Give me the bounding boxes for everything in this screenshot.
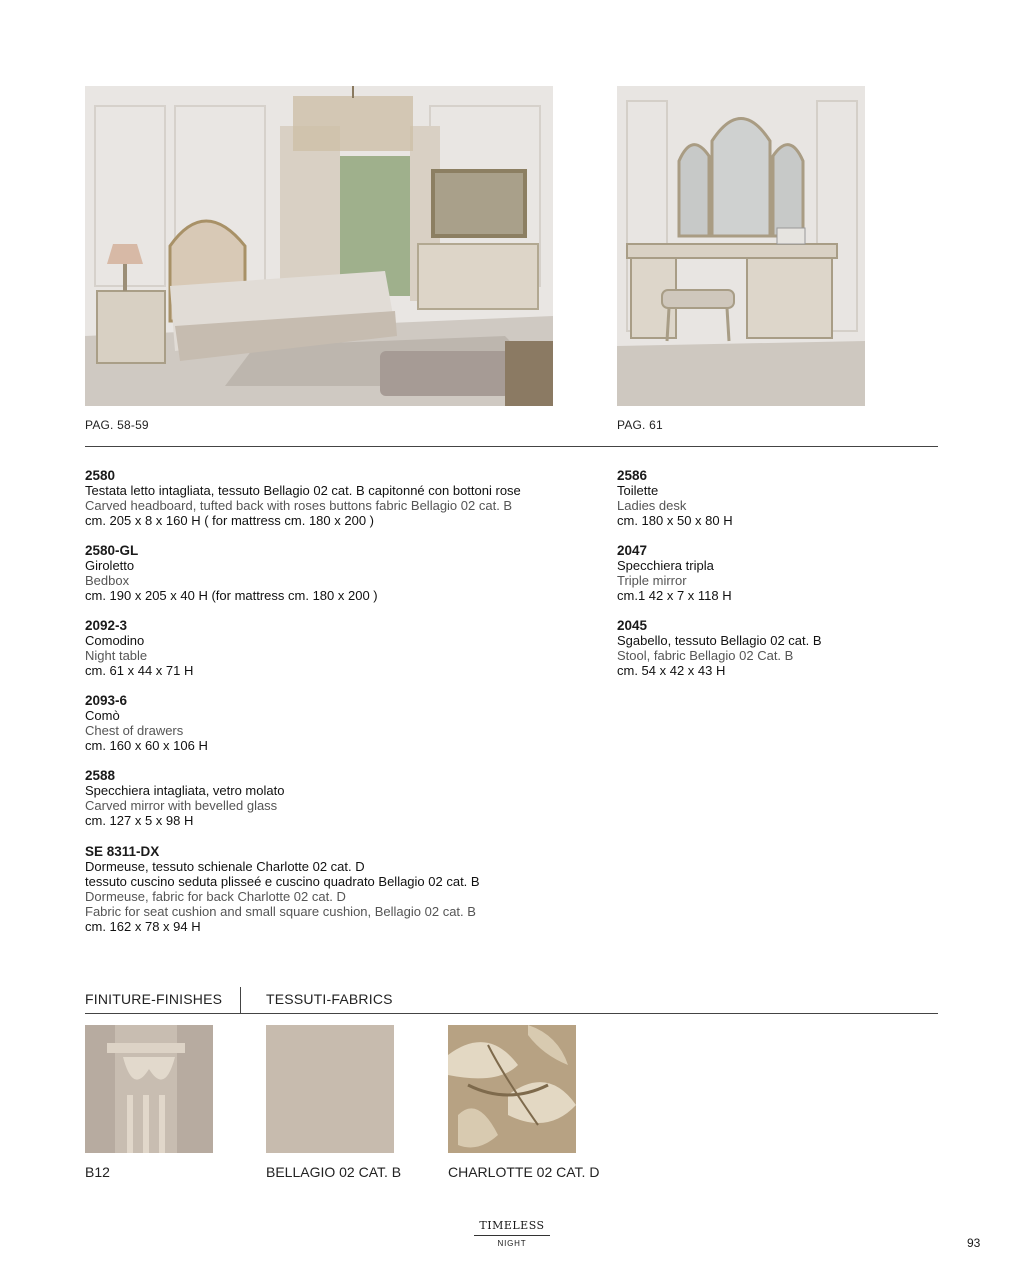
section-separator <box>240 987 241 1014</box>
item-dimensions: cm. 162 x 78 x 94 H <box>85 919 201 934</box>
item-2092-3 <box>85 618 605 678</box>
item-desc-it: Comò <box>85 708 120 723</box>
item-desc-en: Carved mirror with bevelled glass <box>85 798 278 813</box>
item-desc-it: Sgabello, tessuto Bellagio 02 cat. B <box>617 633 822 648</box>
item-code: 2588 <box>85 768 116 783</box>
item-desc-en: Carved headboard, tufted back with roses buttons fabric Bellagio 02 cat. B <box>85 498 513 513</box>
item-2580 <box>85 468 605 528</box>
item-desc-it: Giroletto <box>85 558 135 573</box>
divider-finishes <box>85 1013 938 1014</box>
footer-sub: NIGHT <box>497 1239 527 1248</box>
bedroom-illustration <box>85 86 553 406</box>
item-desc-it: Specchiera intagliata, vetro molato <box>85 783 285 798</box>
item-dimensions: cm. 190 x 205 x 40 H (for mattress cm. 180 x 200 ) <box>85 588 378 603</box>
item-dimensions: cm.1 42 x 7 x 118 H <box>617 588 732 603</box>
dresser-photo <box>617 86 865 406</box>
carved-pilaster-illustration <box>85 1025 213 1153</box>
swatch-label-bellagio: BELLAGIO 02 CAT. B <box>266 1164 402 1180</box>
item-desc-it: tessuto cuscino seduta plisseé e cuscino quadrato Bellagio 02 cat. B <box>85 874 480 889</box>
item-desc-en: Night table <box>85 648 148 663</box>
item-desc-en: Chest of drawers <box>85 723 184 738</box>
item-code: 2047 <box>617 543 648 558</box>
item-2093-6 <box>85 693 605 753</box>
divider-top <box>85 446 938 447</box>
item-desc-en: Fabric for seat cushion and small square cushion, Bellagio 02 cat. B <box>85 904 476 919</box>
swatch-b12 <box>85 1025 213 1153</box>
item-2586 <box>617 468 937 528</box>
item-desc-it: Toilette <box>617 483 659 498</box>
item-desc-en: Dormeuse, fabric for back Charlotte 02 cat. D <box>85 889 346 904</box>
item-code: 2586 <box>617 468 648 483</box>
fabrics-heading: TESSUTI-FABRICS <box>266 991 393 1007</box>
item-dimensions: cm. 61 x 44 x 71 H <box>85 663 194 678</box>
item-code: 2093-6 <box>85 693 128 708</box>
item-dimensions: cm. 160 x 60 x 106 H <box>85 738 208 753</box>
item-code: 2580-GL <box>85 543 139 558</box>
item-2588 <box>85 768 605 828</box>
item-desc-it: Testata letto intagliata, tessuto Bellagio 02 cat. B capitonné con bottoni rose <box>85 483 521 498</box>
bedroom-photo <box>85 86 553 406</box>
item-code: 2580 <box>85 468 116 483</box>
item-code: 2092-3 <box>85 618 128 633</box>
swatch-label-b12: B12 <box>85 1164 110 1180</box>
bedroom-page-ref: PAG. 58-59 <box>85 418 149 432</box>
dresser-illustration <box>617 86 865 406</box>
page-number: 93 <box>967 1236 981 1250</box>
item-desc-en: Triple mirror <box>617 573 687 588</box>
item-desc-it: Dormeuse, tessuto schienale Charlotte 02 cat. D <box>85 859 365 874</box>
floral-fabric-illustration <box>448 1025 576 1153</box>
item-2045 <box>617 618 937 678</box>
finishes-heading: FINITURE-FINISHES <box>85 991 223 1007</box>
dresser-page-ref: PAG. 61 <box>617 418 663 432</box>
item-dimensions: cm. 54 x 42 x 43 H <box>617 663 726 678</box>
item-dimensions: cm. 127 x 5 x 98 H <box>85 813 194 828</box>
item-desc-en: Ladies desk <box>617 498 687 513</box>
swatch-charlotte <box>448 1025 576 1153</box>
item-desc-en: Stool, fabric Bellagio 02 Cat. B <box>617 648 794 663</box>
swatch-bellagio <box>266 1025 394 1153</box>
footer-rule <box>474 1235 550 1236</box>
swatch-label-charlotte: CHARLOTTE 02 CAT. D <box>448 1164 600 1180</box>
item-2580-gl <box>85 543 605 603</box>
item-dimensions: cm. 180 x 50 x 80 H <box>617 513 733 528</box>
item-desc-it: Comodino <box>85 633 145 648</box>
item-code: SE 8311-DX <box>85 844 160 859</box>
footer-brand: TIMELESS <box>479 1219 545 1232</box>
item-code: 2045 <box>617 618 648 633</box>
item-2047 <box>617 543 937 603</box>
item-dimensions: cm. 205 x 8 x 160 H ( for mattress cm. 180 x 200 ) <box>85 513 374 528</box>
item-desc-en: Bedbox <box>85 573 130 588</box>
item-se-8311-dx <box>85 844 605 934</box>
item-desc-it: Specchiera tripla <box>617 558 714 573</box>
